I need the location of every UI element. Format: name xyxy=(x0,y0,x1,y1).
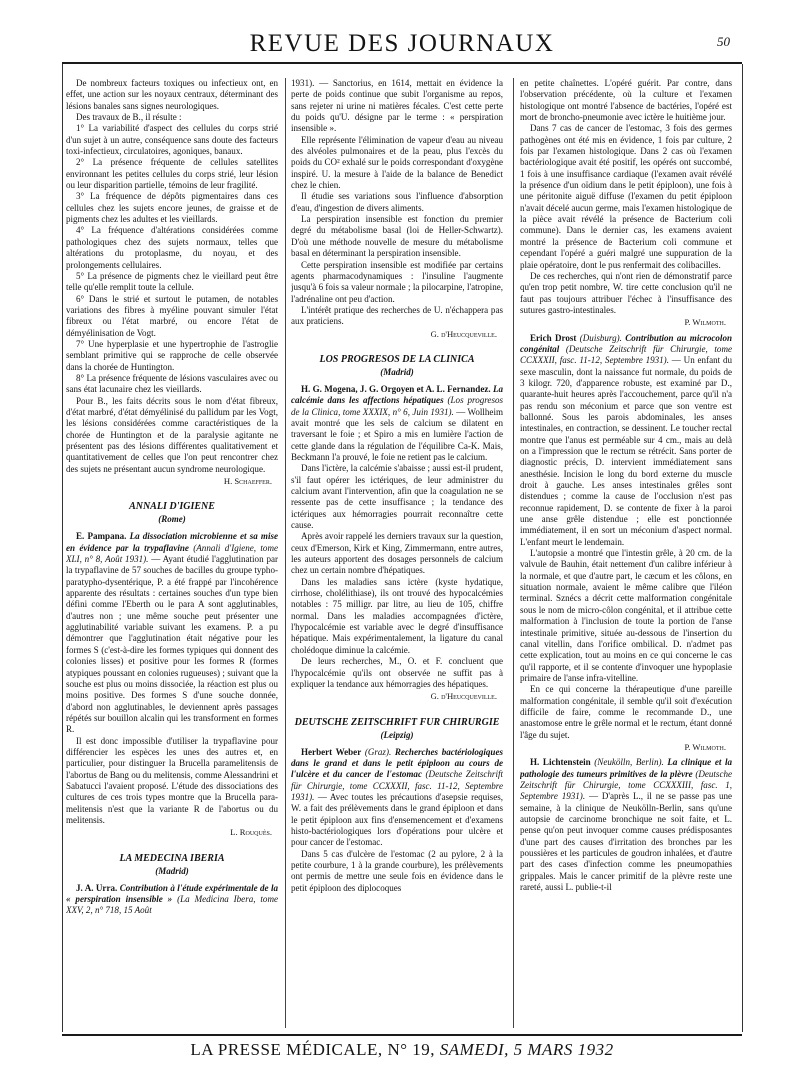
paragraph: 4° La fréquence d'altérations considérées comme pathologiques chez des sujets normaux, telles que altérations du protoplasme, du noyau, et des prolongements cellulaires. xyxy=(66,225,278,270)
article-city: (Duisburg). xyxy=(579,332,622,343)
page-header xyxy=(62,28,742,64)
paragraph: Cette perspiration insensible est modifiée par certains agents pharmacodynamiques : l'insuline l'augmente jusqu'à 6 fois sa valeur normale ; la pilocarpine, l'atropine, l'adrénaline ont peu d'action. xyxy=(291,259,503,304)
article-heading xyxy=(66,883,278,917)
paragraph: en petite chaînettes. L'opéré guérit. Par contre, dans l'observation précédente, où la culture et l'examen histologique ont montré l'absence de bactéries, l'opéré est mort de broncho-pneumonie avec ictère le huitième jour. xyxy=(520,78,732,123)
paragraph: 8° La présence fréquente de lésions vasculaires avec ou sans état lacunaire chez les vieillards. xyxy=(66,372,278,395)
right-border xyxy=(742,64,743,1032)
article-title: La clinique et la pathologie des tumeurs primitives de la plèvre xyxy=(520,757,732,779)
article-city: (Graz). xyxy=(364,746,392,757)
article-heading xyxy=(520,333,732,549)
column-3 xyxy=(520,78,732,1030)
section-subtitle: (Madrid) xyxy=(380,366,414,377)
paragraph: 1931). — Sanctorius, en 1614, mettait en évidence la perte de poids continue que subit l'organisme au repos, sans rejeter ni urine ni matières fécales. C'est cette perte du poids qu'U. désigne par le terme : « perspiration insensible ». xyxy=(291,78,503,134)
section-title: LA MEDECINA IBERIA xyxy=(119,852,225,864)
signature: P. Wilmoth. xyxy=(684,317,726,328)
paragraph: Pour B., les faits décrits sous le nom d'état fibreux, d'état marbré, d'état démyélinisé du pallidum par les Vogt, les lésions considérées comme caractéristiques de la chorée de Huntington et de la paralysie agitante ne présentent pas des lésions différentes qualitativement et quantitativement de celles que l'on peut rencontrer chez des sujets ne présentant aucun syndrome neurologique. xyxy=(66,395,278,474)
paragraph: Il étudie ses variations sous l'influence d'absorption d'eau, d'ingestion de divers aliments. xyxy=(291,191,503,213)
paragraph: L'autopsie a montré que l'intestin grêle, à 20 cm. de la valvule de Bauhin, était nettement d'un calibre inférieur à la normale, et que d'autre part, le cæcum et les côlons, en situation normale, avaient le même calibre que l'iléon terminal. Sznécs a décrit cette malformation congénitale sous le nom de micro-côlon congénital, et il attribue cette malformation à l'inclusion de toute la portion de l'anse intestinale primitive, située au-dessous de l'insertion du canal vitellin, dans l'orifice ombilical. D. n'admet pas cette explication, tout au moins en ce qui concerne le cas qu'il rapporte, et il se contente d'invoquer une hypoplasie primaire de l'anse infra-vitelline. xyxy=(520,548,732,683)
article-title: Recherches bactériologiques dans le grand et dans le petit épiploon au cours de l'ulcère et du cancer de l'estomac xyxy=(291,746,503,780)
signature: G. d'Heucqueville. xyxy=(430,691,497,702)
paragraph: 3° La fréquence de dépôts pigmentaires dans ces cellules chez les sujets encore jeunes, de graisse et de pigments chez les adultes et les vieillards. xyxy=(66,191,278,225)
article-reference: (Los progresos de la Clinica, tome XXXIX, n° 6, Juin 1931). xyxy=(291,395,503,417)
article-author: H. Lichtenstein xyxy=(530,757,591,768)
section-title: LOS PROGRESOS DE LA CLINICA xyxy=(319,353,475,365)
section-title: ANNALI D'IGIENE xyxy=(129,501,215,513)
article-author: H. G. Mogena, J. G. Orgoyen et A. L. Fernandez. xyxy=(301,383,491,394)
article-title: Contribution à l'étude expérimentale de la « perspiration insensible » xyxy=(66,882,278,904)
footer-date: SAMEDI, 5 MARS 1932 xyxy=(439,1040,614,1059)
article-author: Erich Drost xyxy=(530,332,577,343)
article-heading xyxy=(66,531,278,735)
paragraph: 6° Dans le strié et surtout le putamen, de notables variations des fibres à myéline pouvant simuler l'état fibreux ou l'état marbré, ou encore l'état de démyélinisation de Vogt. xyxy=(66,293,278,338)
article-title: La dissociation microbienne et sa mise en évidence par la trypaflavine xyxy=(66,531,278,553)
article-heading xyxy=(291,747,503,849)
article-reference: (La Medicina Ibera, tome XXV, 2, n° 718, 15 Août xyxy=(66,894,278,916)
paragraph: De ces recherches, qui n'ont rien de démonstratif parce qu'en trop petit nombre, W. tire cette conclusion qu'il ne faut pas toujours attribuer l'échec à l'insuffisance des sutures gastro-intestinales. xyxy=(520,270,732,315)
section-title: DEUTSCHE ZEITSCHRIFT FUR CHIRURGIE xyxy=(294,716,500,728)
paragraph: Dans les maladies sans ictère (kyste hydatique, cirrhose, cholélithiase), ils ont trouvé des hypocalcémies notables : 75 milligr. par litre, au lieu de 105, chiffre normal. Dans les maladies accompagnées d'ictère, l'hypocalcémie est variable avec le degré d'insuffisance hépatique. Mais expérimentalement, la ligature du canal cholédoque diminue la calcémie. xyxy=(291,576,503,655)
paragraph: Après avoir rappelé les derniers travaux sur la question, ceux d'Emerson, Kirk et King, Zimmermann, entre autres, les auteurs apportent des dosages personnels de calcium chez un certain nombre d'hépatiques. xyxy=(291,531,503,576)
page-footer xyxy=(62,1034,742,1066)
section-subtitle: (Rome) xyxy=(158,514,186,525)
paragraph: Dans 7 cas de cancer de l'estomac, 3 fois des germes pathogènes ont été mis en évidence, 1 fois par culture, 2 fois par l'examen histologique. Dans 2 cas où l'examen bactériologique avait été positif, les opérés ont succombé, 1 fois à une insuffisance cardiaque (l'examen avait révélé la présence d'un oïdium dans le petit épiploon), une fois à une péritonite aiguë diffuse (l'examen du petit épiploon n'avait décelé aucun germe, mais l'examen histologique de la pièce avait révélé la présence de Bacterium coli commune). Dans le dernier cas, les examens avaient montré la présence de Bacterium coli commune et cependant l'opéré a guéri malgré une suppuration de la plaie opératoire, dont le pus renfermait des colibacilles. xyxy=(520,123,732,270)
article-title: La calcémie dans les affections hépatiques xyxy=(291,383,503,406)
signature: P. Wilmoth. xyxy=(684,741,726,752)
column-divider xyxy=(285,78,286,1028)
article-reference: (Annali d'Igiene, tome XLI, n° 8, Août 1931). xyxy=(66,542,278,565)
article-author: J. A. Urra. xyxy=(76,882,118,893)
signature: H. Schaeffer. xyxy=(223,476,272,487)
article-body: — Ayant étudié l'agglutination par la trypaflavine de 57 souches de bacilles du groupe typho-paratypho-dysentérique, P. a été frappé par l'incohérence apparente des résultats : certaines souches d'un type bien défini comme l'Eberth ou le para A sont agglutinables, d'autres non ; une même souche peut présenter une agglutinabilité variable suivant les examens. P. a pu démontrer que l'agglutination était négative pour les formes S (c'est-à-dire les formes typiques qui donnent des colonies lisses) et positive pour les formes R (formes atypiques poussant en colonies rugueuses) ; suivant que la souche est plus ou moins dissociée, la réaction est plus ou moins positive. Des formes S d'une souche donnée, d'abord non agglutinables, le deviennent après passages répétés sur bouillon alcalin qui les transforment en formes R. xyxy=(66,554,278,735)
article-reference: (Deutsche Zeitschrift für Chirurgie, tome CCXXXIII, fasc. 1, Septembre 1931). xyxy=(520,768,732,802)
article-reference: (Deutsche Zeitschrift für Chirurgie, tome CCXXXII, fasc. 11-12, Septembre 1931). xyxy=(520,343,732,366)
paragraph: Dans l'ictère, la calcémie s'abaisse ; aussi est-il prudent, s'il faut opérer les ictériques, de leur administrer du calcium avant l'intervention, afin que la coagulation ne se ressente pas de cette insuffisance ; la tendance des ictériques aux hémorragies pourrait reconnaître cette cause. xyxy=(291,463,503,531)
column-1 xyxy=(66,78,278,1030)
section-subtitle: (Madrid) xyxy=(155,865,189,876)
paragraph: L'intérêt pratique des recherches de U. n'échappera pas aux praticiens. xyxy=(291,304,503,327)
paragraph: Des travaux de B., il résulte : xyxy=(76,112,182,123)
article-title: Contribution au microcolon congénital xyxy=(520,332,732,354)
article-heading xyxy=(291,384,503,463)
article-reference: (Deutsche Zeitschrift für Chirurgie, tome CCXXXII, fasc. 11-12, Septembre 1931). xyxy=(291,769,503,802)
column-divider xyxy=(513,78,514,1028)
paragraph: 2° La présence fréquente de cellules satellites environnant les petites cellules du corps strié, leur lésion ou leur disparition partielle, témoins de leur fragilité. xyxy=(66,157,278,191)
paragraph: 1° La variabilité d'aspect des cellules du corps strié d'un sujet à un autre, conséquence sans doute des facteurs toxi-infectieux, circulatoires, agoniques, banaux. xyxy=(66,123,278,157)
paragraph: La perspiration insensible est fonction du premier degré du métabolisme basal (loi de Heller-Schwartz). D'où une méthode nouvelle de mesure du métabolisme basal en déterminant la perspiration insensible. xyxy=(291,214,503,259)
left-border xyxy=(62,64,63,1032)
footer-issue: N° 19, xyxy=(387,1040,436,1059)
section-subtitle: (Leipzig) xyxy=(380,729,414,740)
article-body: — D'après L., il ne se passe pas une semaine, à la clinique de Neukölln-Berlin, sans qu'une autopsie de carcinome bronchique ne soit faite, et L. pense qu'on peut invoquer comme causes prédisposantes d'une part des causes d'irritation des bronches par les poussières et les particules de goudron inhalées, et d'autre part des cases d'infection comme les pneumopathies grippales. Mais le cancer primitif de la plèvre reste une rareté, aussi L. publie-t-il xyxy=(520,791,732,893)
article-body: — Avec toutes les précautions d'asepsie requises, W. a fait des prélèvements dans le grand épiploon et dans le petit épiploon aux fins d'ensemencement et d'examens histo-bactériologiques lors d'opérations pour ulcère et pour cancer de l'estomac. xyxy=(291,791,503,848)
article-body: — Un enfant du sexe masculin, dont la naissance fut normale, du poids de 3 kilogr. 720, d'apparence robuste, est examiné par D., quarante-huit heures après l'accouchement, parce qu'il n'a pas rendu son méconium et parce que son ventre est ballonné. Sous les parois abdominales, les anses intestinales, en contraction, se dessinent. Le toucher rectal montre que l'anus est perméable sur 4 cm., mais au delà on a l'impression que le rectum se rétrécit. Sans porter de diagnostic précis, D. intervient immédiatement sans anesthésie. Incision le long du bord externe du muscle droit à gauche. Les anses intestinales grêles sont distendues ; comme la cause de l'occlusion n'est pas reconnue rapidement, D. se contente de fixer à la paroi une anse grêle distendue ; elle est ponctionnée immédiatement, il en sort un méconium d'aspect normal. L'enfant meurt le lendemain. xyxy=(520,355,732,547)
footer-journal: LA PRESSE MÉDICALE, xyxy=(190,1040,383,1059)
page-number: 50 xyxy=(717,34,730,49)
paragraph: 5° La présence de pigments chez le vieillard peut être telle qu'elle remplit toute la cellule. xyxy=(66,270,278,293)
column-2 xyxy=(291,78,503,1030)
paragraph: De leurs recherches, M., O. et F. concluent que l'hypocalcémie qu'ils ont observée ne suffit pas à expliquer la tendance aux hémorragies des hépatiques. xyxy=(291,656,503,689)
article-heading xyxy=(520,757,732,893)
article-author: E. Pampana. xyxy=(76,531,127,542)
paragraph: Elle représente l'élimination de vapeur d'eau au niveau des alvéoles pulmonaires et de la peau, plus l'excès du poids du CO² exhalé sur le poids correspondant d'oxygène inspiré. U. la mesure à l'aide de la balance de Benedict chez le chien. xyxy=(291,134,503,191)
page-title: REVUE DES JOURNAUX xyxy=(249,30,555,57)
paragraph: Dans 5 cas d'ulcère de l'estomac (2 au pylore, 2 à la petite courbure, 1 à la grande courbure), les prélèvements ont permis de mettre une seule fois en évidence dans le petit épiploon des diplocoques xyxy=(291,848,503,893)
paragraph: Il est donc impossible d'utiliser la trypaflavine pour différencier les espèces les unes des autres et, en particulier, pour distinguer la Brucella paramelitensis de l'abortus de Bang ou du melitensis, comme Alessandrini et Sabatucci l'avaient proposé. L'étude des dissociations des cultures de ces trois types montre que la Brucella para-melitensis n'est que la variante R de l'abortus ou du melitensis. xyxy=(66,735,278,825)
article-city: (Neukölln, Berlin). xyxy=(594,757,664,768)
paragraph: 7° Une hyperplasie et une hypertrophie de l'astroglie semblant primitive qui se rapproche de celle observée dans la chorée de Huntington. xyxy=(66,338,278,372)
article-body: — Wollheim avait montré que les sels de calcium se dilatent en traversant le foie ; et Spiro a mis en lumière l'action de cette glande dans la régulation de l'équilibre Ca-K. Mais, Beckmann l'a prouvé, le foie ne retient pas le calcium. xyxy=(291,406,503,462)
signature: L. Rouquès. xyxy=(230,827,272,838)
paragraph: De nombreux facteurs toxiques ou infectieux ont, en effet, une action sur les noyaux centraux, déterminant des lésions banales sans signes neurologiques. xyxy=(66,78,278,111)
article-author: Herbert Weber xyxy=(301,746,362,757)
signature: G. d'Heucqueville. xyxy=(430,328,497,339)
paragraph: En ce qui concerne la thérapeutique d'une pareille malformation congénitale, il semble qu'il soit d'exécution difficile de faire, comme le recommande D., une anastomose entre le grêle normal et le rectum, étant donné l'âge du sujet. xyxy=(520,684,732,740)
